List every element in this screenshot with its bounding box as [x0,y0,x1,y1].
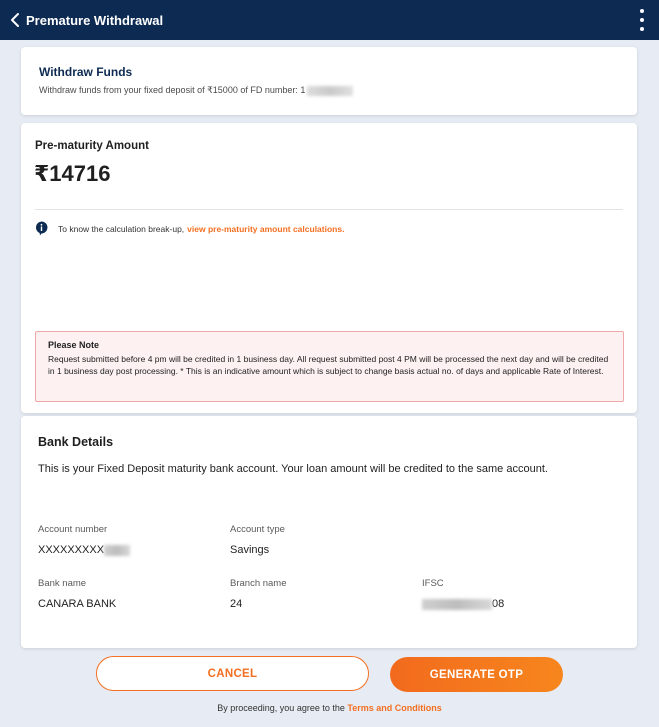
fd-number-visible: 1 [300,85,306,95]
terms-footer-text: By proceeding, you agree to the [217,703,345,713]
generate-otp-button[interactable]: GENERATE OTP [390,657,563,692]
pre-maturity-amount-card [21,123,637,413]
withdraw-description [39,85,353,96]
terms-footer [0,703,659,713]
top-bar [0,0,659,40]
bank-name-value: CANARA BANK [38,598,117,610]
amount-value: ₹14716 [34,161,111,186]
account-number-text: XXXXXXXXX [38,544,105,556]
bank-details-card [21,416,637,648]
ifsc-value [422,598,504,610]
account-number-label: Account number [38,524,108,535]
bank-details-description: This is your Fixed Deposit maturity bank account. Your loan amount will be credited to the same account. [38,463,548,475]
account-type-label: Account type [230,524,285,535]
cancel-button[interactable]: CANCEL [96,656,369,691]
withdraw-title: Withdraw Funds [39,65,133,79]
terms-and-conditions-link[interactable]: Terms and Conditions [347,703,442,713]
branch-name-value: 24 [230,598,243,610]
more-options-icon[interactable] [639,9,645,31]
back-arrow-icon[interactable] [6,11,24,29]
account-type-field [230,524,285,556]
please-note-box [35,331,624,402]
bank-name-label: Bank name [38,578,87,589]
ifsc-masked [422,599,492,610]
account-number-value [38,544,130,556]
divider [35,209,623,210]
note-title: Please Note [48,340,100,350]
account-number-field [38,524,130,556]
ifsc-label: IFSC [422,578,444,589]
branch-name-label: Branch name [230,578,287,589]
bank-name-field [38,578,116,610]
withdraw-funds-card [21,47,637,115]
calculation-info-row [35,221,344,236]
amount-label: Pre-maturity Amount [35,140,149,152]
ifsc-visible-text: 08 [492,598,505,610]
account-number-masked [104,545,130,556]
account-type-value: Savings [230,544,270,556]
fd-number-masked [307,86,353,96]
info-text: To know the calculation break-up, [58,223,185,234]
page-title: Premature Withdrawal [26,12,164,28]
withdraw-description-text: Withdraw funds from your fixed deposit of ₹15000 of FD number: [39,85,301,95]
branch-name-field [230,578,287,610]
ifsc-field [422,578,504,610]
bank-details-title: Bank Details [38,435,114,449]
info-icon [35,221,48,236]
note-text: Request submitted before 4 pm will be credited in 1 business day. All request submitted post 4 PM will be processed the next day and will be credited in 1 business day post processing. * This is an indicative amount which is subject to change basis actual no. of days and applicable Rate of Interest. [48,354,609,376]
view-calculations-link[interactable]: view pre-maturity amount calculations. [187,223,345,234]
